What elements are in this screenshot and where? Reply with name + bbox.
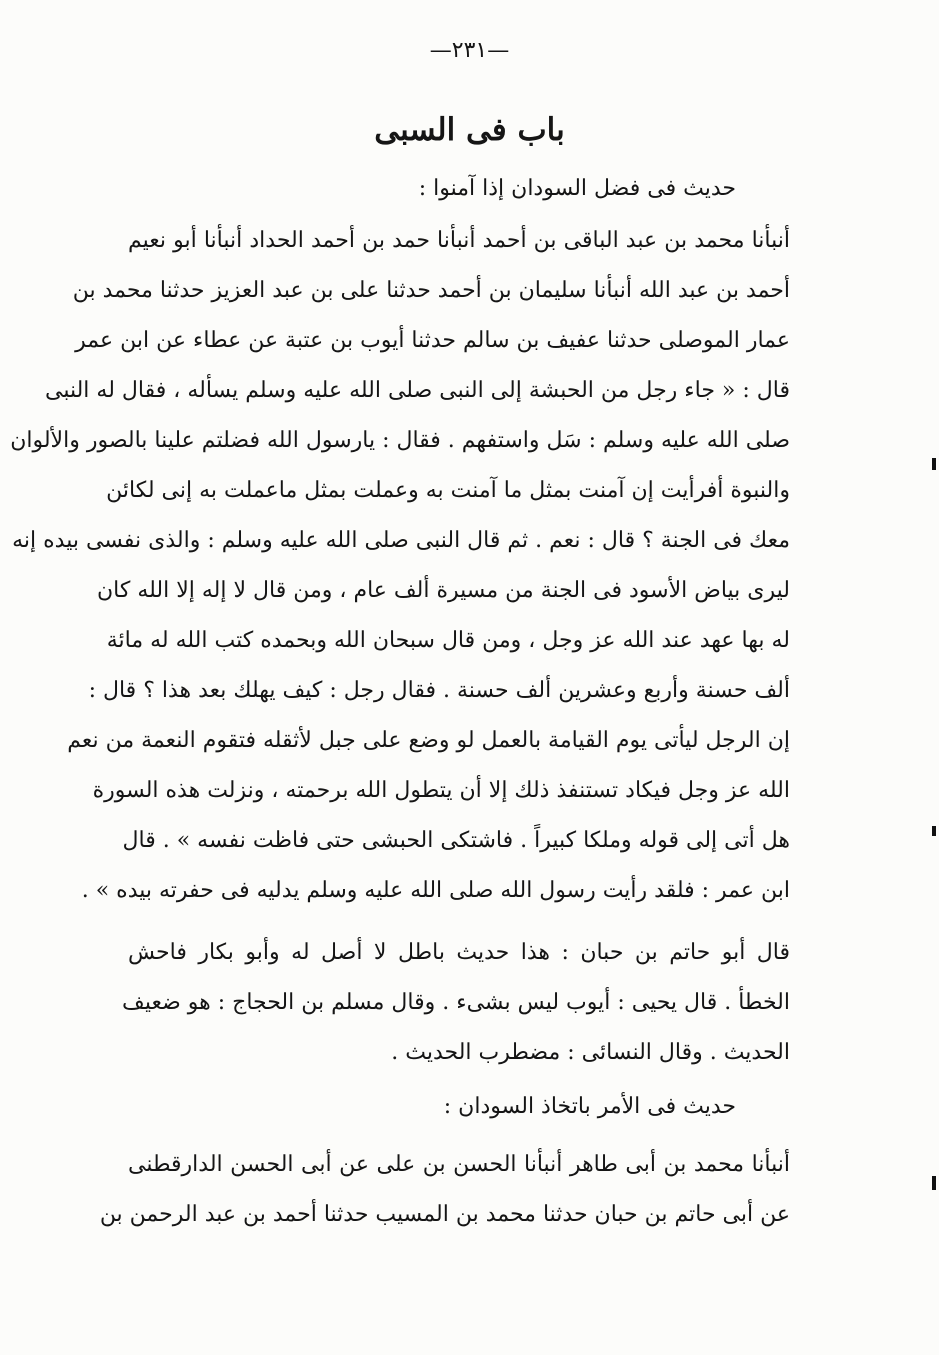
text-line: صلى الله عليه وسلم : سَل واستفهم . فقال : يارسول الله فضلتم علينا بالصور والألوان	[10, 428, 790, 453]
text-line: هل أتى إلى قوله وملكا كبيراً . فاشتكى الحبشى حتى فاظت نفسه » . قال	[122, 828, 790, 853]
text-line: قال : « جاء رجل من الحبشة إلى النبى صلى الله عليه وسلم يسأله ، فقال له النبى	[44, 378, 790, 403]
page-number: —٢٣١—	[429, 38, 510, 63]
section-heading-virtue-of-sudan: حديث فى فضل السودان إذا آمنوا :	[418, 176, 736, 201]
text-line: الله عز وجل فيكاد تستنفذ ذلك إلا أن يتطول الله برحمته ، ونزلت هذه السورة	[92, 778, 790, 803]
section-heading-taking-sudan: حديث فى الأمر باتخاذ السودان :	[443, 1094, 736, 1119]
text-line: معك فى الجنة ؟ قال : نعم . ثم قال النبى صلى الله عليه وسلم : والذى نفسى بيده إنه	[12, 528, 790, 553]
chapter-title: باب فى السبى	[374, 112, 565, 148]
text-line: أحمد بن عبد الله أنبأنا سليمان بن أحمد حدثنا على بن عبد العزيز حدثنا محمد بن	[72, 278, 790, 303]
text-line: له بها عهد عند الله عز وجل ، ومن قال سبحان الله وبحمده كتب الله له مائة	[106, 628, 790, 653]
text-line: أنبأنا محمد بن عبد الباقى بن أحمد أنبأنا حمد بن أحمد الحداد أنبأنا أبو نعيم	[128, 228, 790, 253]
scan-edge-mark	[932, 458, 936, 470]
text-line: ابن عمر : فلقد رأيت رسول الله صلى الله عليه وسلم يدليه فى حفرته بيده » .	[81, 878, 790, 903]
hadith-text-block	[10, 216, 790, 916]
text-line: قال أبو حاتم بن حبان : هذا حديث باطل لا أصل له وأبو بكار فاحش	[128, 940, 790, 965]
text-line: عن أبى حاتم بن حبان حدثنا محمد بن المسيب حدثنا أحمد بن عبد الرحمن بن	[99, 1202, 790, 1227]
scan-edge-mark	[932, 826, 936, 836]
text-line: والنبوة أفرأيت إن آمنت بمثل ما آمنت به وعملت بمثل ماعملت به إنى لكائن	[106, 478, 790, 503]
text-line: ألف حسنة وأربع وعشرين ألف حسنة . فقال رجل : كيف يهلك بعد هذا ؟ قال :	[88, 678, 790, 703]
text-line: الخطأ . قال يحيى : أيوب ليس بشىء . وقال مسلم بن الحجاج : هو ضعيف	[122, 990, 790, 1015]
text-line: الحديث . وقال النسائى : مضطرب الحديث .	[391, 1040, 790, 1065]
text-line: أنبأنا محمد بن أبى طاهر أنبأنا الحسن بن على عن أبى الحسن الدارقطنى	[128, 1152, 790, 1177]
text-line: ليرى بياض الأسود فى الجنة من مسيرة ألف عام ، ومن قال لا إله إلا الله كان	[97, 578, 790, 603]
text-line: عمار الموصلى حدثنا عفيف بن سالم حدثنا أيوب بن عتبة عن عطاء عن ابن عمر	[75, 328, 790, 353]
commentary-block	[122, 928, 790, 1078]
scan-edge-mark	[932, 1176, 936, 1190]
isnad-text-block	[99, 1140, 790, 1240]
text-line: إن الرجل ليأتى يوم القيامة بالعمل لو وضع على جبل لأثقله فتقوم النعمة من نعم	[67, 728, 790, 753]
